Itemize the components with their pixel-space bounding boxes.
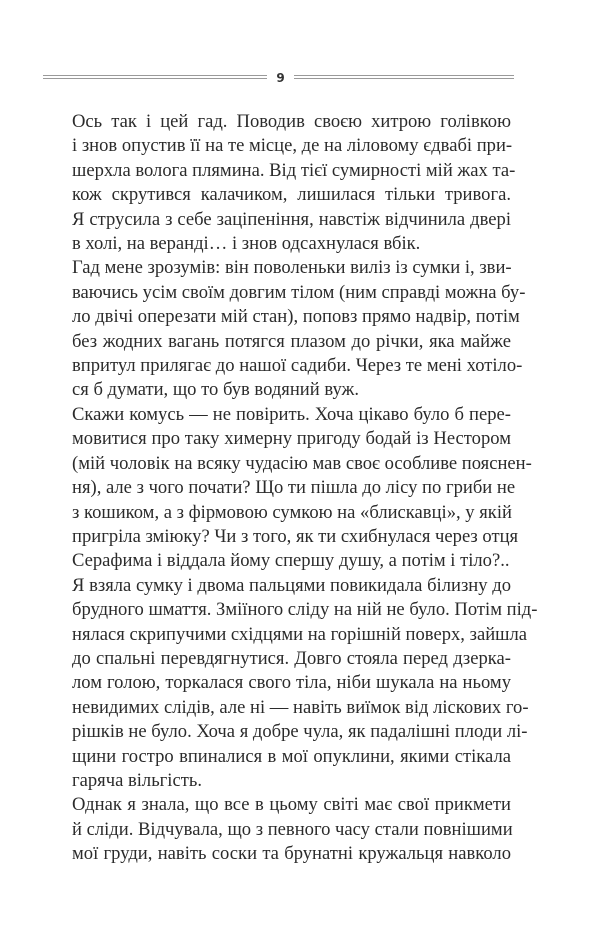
paragraph [50,256,526,402]
text-line: без жодних вагань потягся плазом до річки, яка майже [72,330,511,352]
text-line: Я струсила з себе заціпеніння, навстіж відчинила двері [72,208,511,230]
paragraph [50,110,516,256]
text-line: ня), але з чого почати? Що ти пішла до лісу по гриби не [72,477,516,499]
text-line: кож скрутився калачиком, лишилася тільки тривога. [72,184,511,206]
text-line: ваючись усім своїм довгим тілом (ним справді можна бу- [72,281,526,303]
text-line: і знов опустив її на те місце, де на ліловому єдвабі при- [72,135,513,157]
text-line: Скажи комусь — не повірить. Хоча цікаво було б пере- [72,403,511,425]
text-line: в холі, на веранді… і знов одсахнулася вбік. [72,233,421,255]
header-rule-right [294,75,514,79]
text-line: до спальні перевдягнутися. Довго стояла перед дзерка- [72,647,511,669]
text-line: пригріла змію​ку? Чи з того, як ти схибнулася через отця [72,525,519,547]
text-line: Однак я знала, що все в цьому світі має свої прикмети [72,794,511,816]
text-line: мовитися про таку химерну пригоду бодай із Нестором [72,428,511,450]
text-line: Гад мене зрозумів: він поволеньки виліз із сумки і, зви- [72,257,512,279]
text-line: з кошиком, а з фірмовою сумкою на «блискавці», у якій [72,501,512,523]
text-line: й сліди. Відчувала, що з певного часу стали повнішими [72,818,513,840]
text-line: гаряча вільгість. [72,769,202,791]
text-line: Я взяла сумку і двома пальцями повикидала білизну до [72,574,511,596]
text-line: мої груди, навіть соски та брунатні кружальця навколо [72,843,511,865]
text-line: невидимих слідів, але ні — навіть виїмок від лiскових го- [72,696,529,718]
text-line: Ось так і цей гад. Поводив своєю хитрою голівкою [72,111,511,132]
header-rule-left [43,75,267,79]
paragraph [50,793,511,866]
paragraph [50,403,532,574]
page-header [43,70,514,86]
page-number: 9 [276,71,285,85]
text-line: шерхла волога плямина. Від тієї сумирності мій жах та- [72,159,516,181]
paragraph [50,574,538,794]
text-line: щини гостро впиналися в мої опуклини, якими стікала [72,745,511,767]
text-line: ся б думати, що то був водяний вуж. [72,379,360,401]
text-line: Серафима і віддала йому спершу душу, а потім і тіло?.. [72,550,510,572]
text-line: брудного шмаття. Зміїного сліду на ній не було. Потім під- [72,599,538,621]
text-line: впритул прилягає до нашої садиби. Через те мені хотіло- [72,355,523,377]
text-line: ло двічі оперезати мій стан), поповз прямо надвір, потім [72,306,520,328]
text-line: нялася скрипучими східцями на горішній поверх, зайшла [72,623,528,645]
text-line: рішків не було. Хоча я добре чула, як падалішні плоди лі- [72,721,528,743]
text-line: (мій чоловік на всяку чудасію мав своє особливе пояснен- [72,452,532,474]
page-body [50,110,538,867]
text-line: лом голою, торкалася свого тіла, ніби шукала на ньому [72,672,511,694]
